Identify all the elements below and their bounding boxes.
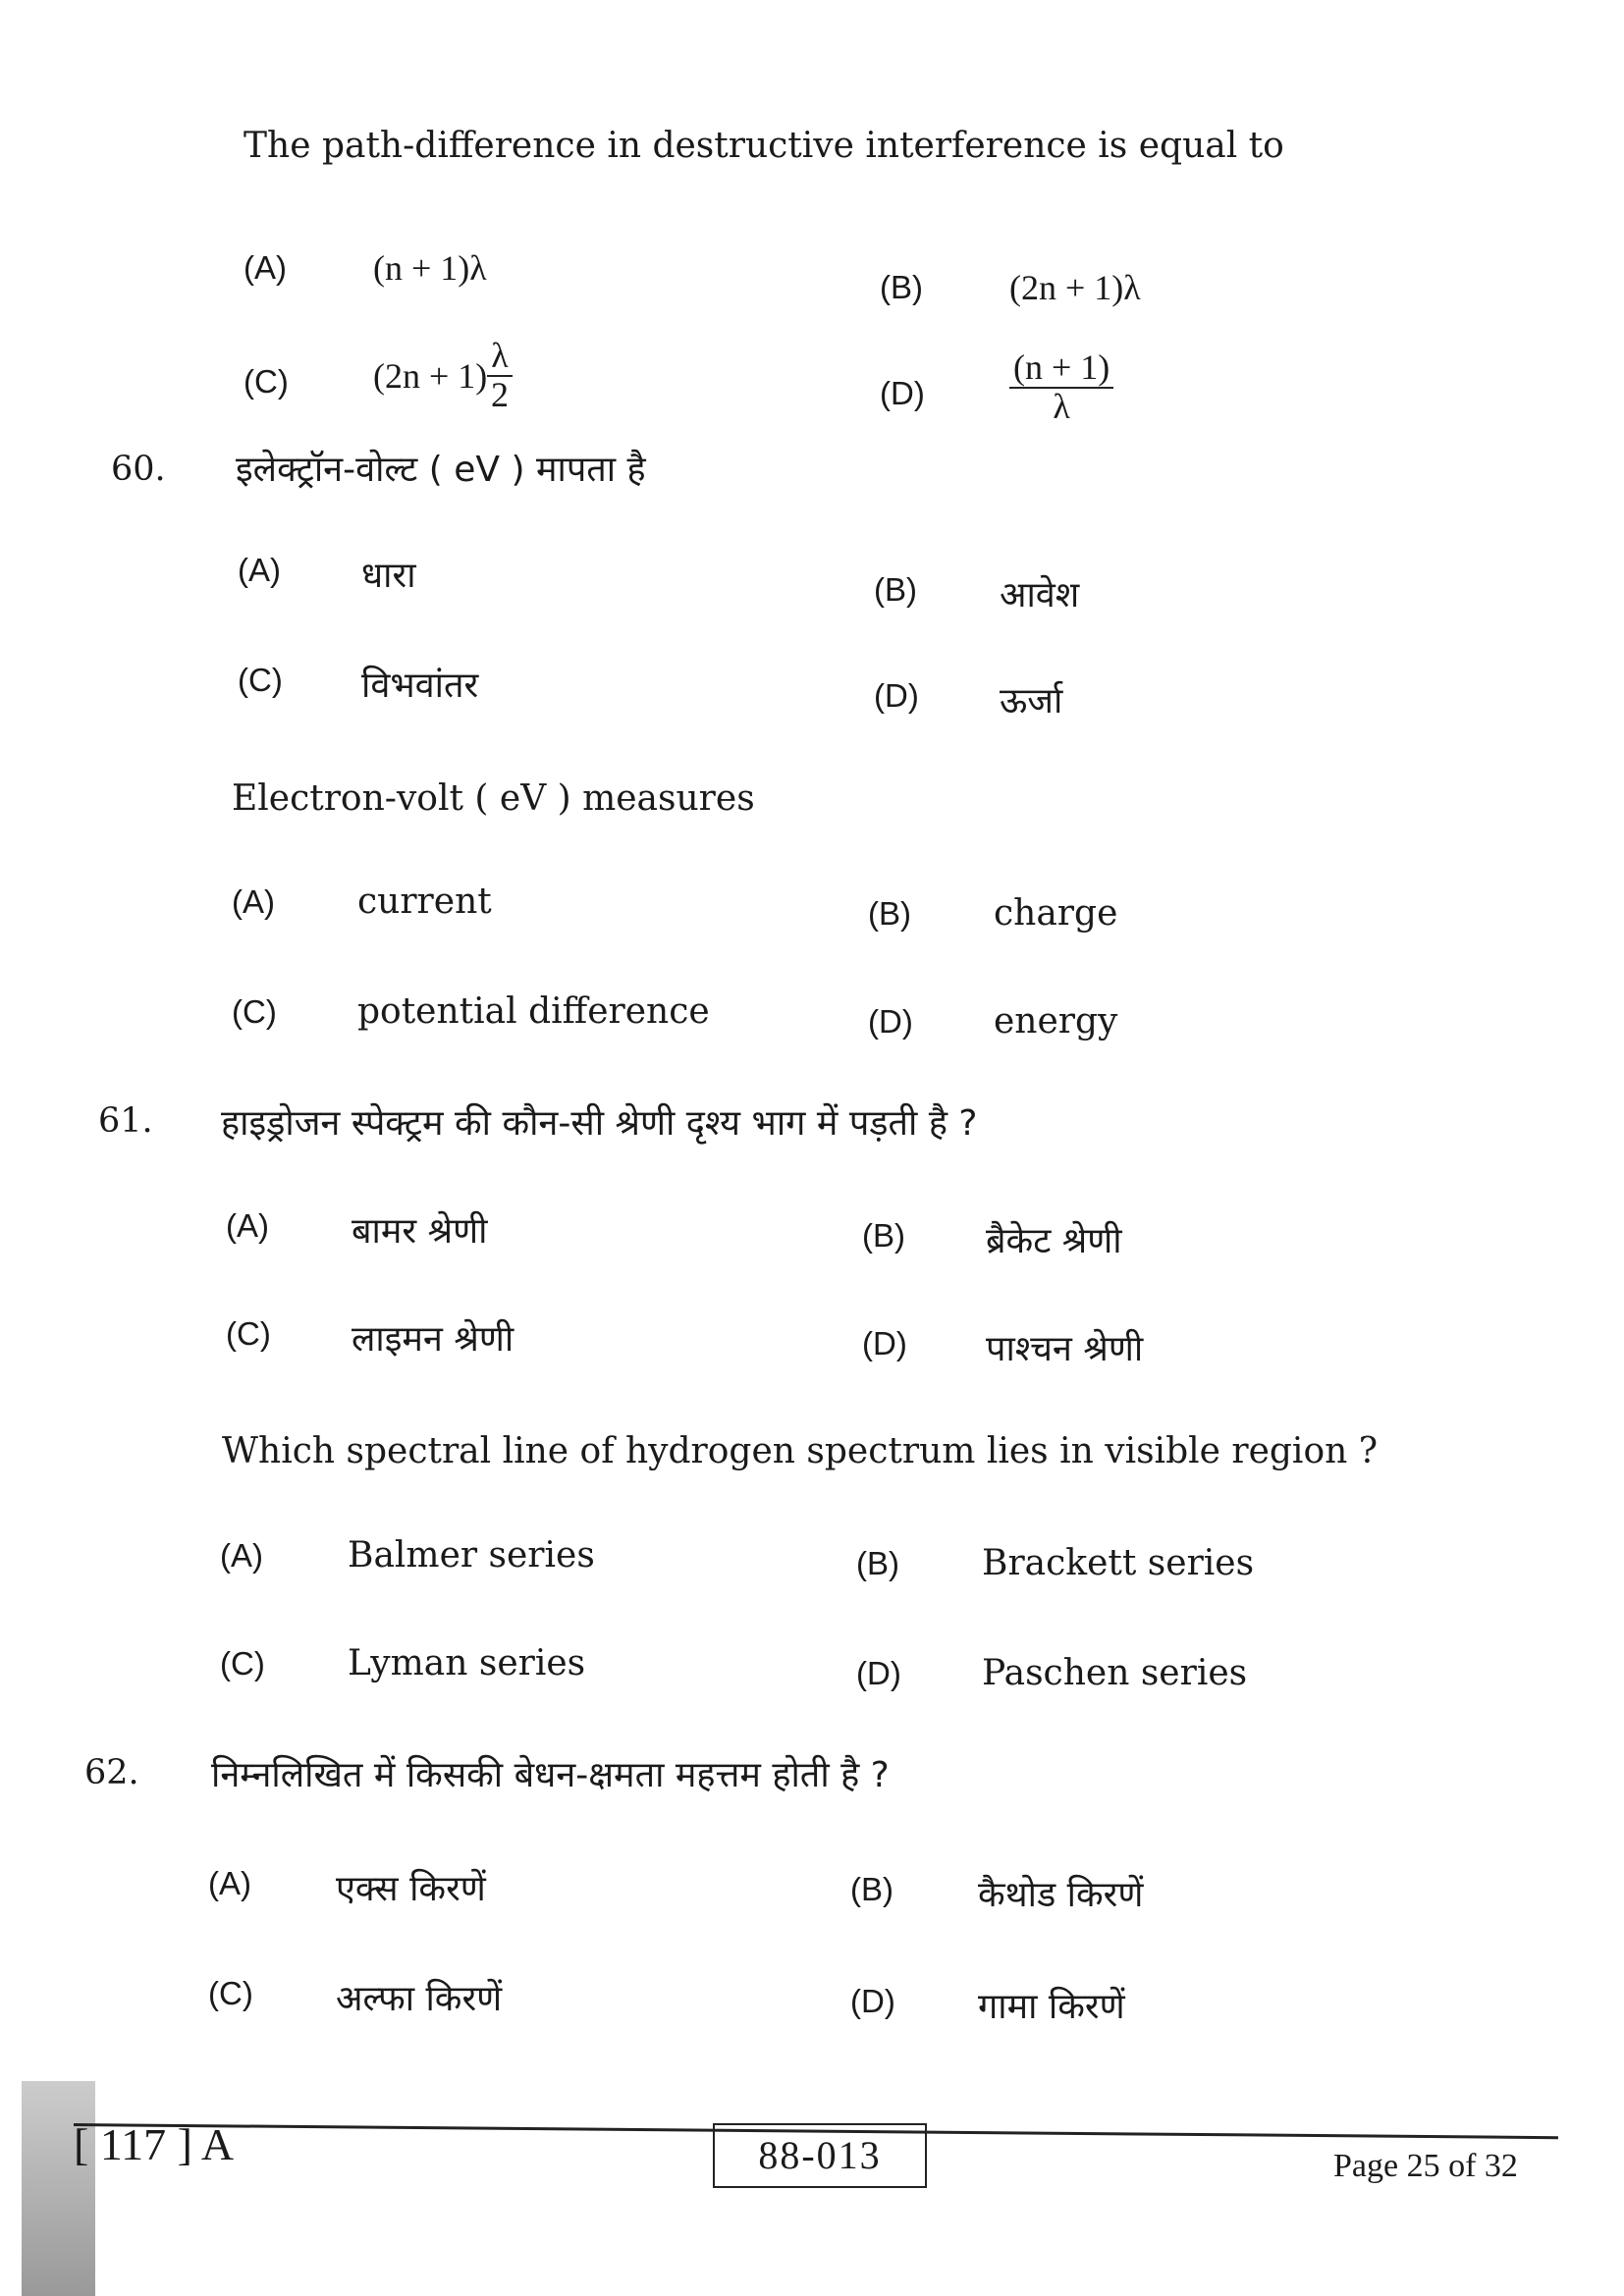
fraction-denominator: 2 <box>491 374 510 414</box>
option-text[interactable]: कैथोड किरणें <box>978 1875 1144 1915</box>
fraction-numerator: (n + 1) <box>1009 349 1113 389</box>
option-text[interactable]: लाइमन श्रेणी <box>352 1319 514 1360</box>
fraction-numerator: λ <box>487 338 512 377</box>
question-number: 62. <box>84 1753 139 1792</box>
option-label[interactable]: (D) <box>868 1003 913 1040</box>
question-stem-hindi: हाइड्रोजन स्पेक्ट्रम की कौन-सी श्रेणी दृश्य भाग में पड़ती है ? <box>221 1103 978 1144</box>
option-label[interactable]: (A) <box>208 1865 251 1901</box>
option-label[interactable]: (B) <box>880 269 923 305</box>
option-text[interactable]: potential difference <box>357 991 710 1032</box>
option-label[interactable]: (D) <box>862 1325 907 1362</box>
option-label[interactable]: (C) <box>232 993 277 1030</box>
paper-code: 88-013 <box>713 2123 927 2188</box>
option-text[interactable]: गामा किरणें <box>978 1987 1125 2027</box>
option-label[interactable]: (A) <box>244 249 287 286</box>
question-number: 60. <box>111 450 166 489</box>
option-label[interactable]: (D) <box>856 1655 901 1691</box>
option-label[interactable]: (D) <box>874 677 919 714</box>
fraction <box>487 338 512 414</box>
option-text[interactable]: current <box>357 881 492 922</box>
option-text[interactable]: Paschen series <box>982 1653 1248 1693</box>
option-text[interactable]: ऊर्जा <box>1000 681 1063 721</box>
option-text[interactable]: Lyman series <box>348 1643 586 1683</box>
option-label[interactable]: (A) <box>232 883 275 920</box>
question-stem-hindi: निम्नलिखित में किसकी बेधन-क्षमता महत्तम होती है ? <box>211 1755 890 1795</box>
option-text[interactable]: Brackett series <box>982 1543 1255 1583</box>
page-number: Page 25 of 32 <box>1333 2148 1518 2184</box>
option-fraction[interactable] <box>1009 349 1113 426</box>
option-label[interactable]: (B) <box>862 1217 905 1254</box>
option-label[interactable]: (C) <box>226 1315 271 1352</box>
question-stem-hindi: इलेक्ट्रॉन-वोल्ट ( eV ) मापता है <box>236 450 646 490</box>
option-text[interactable]: अल्फा किरणें <box>336 1979 503 2019</box>
option-text[interactable]: (n + 1)λ <box>373 248 487 288</box>
option-label[interactable]: (C) <box>220 1645 265 1682</box>
option-label[interactable]: (B) <box>856 1545 899 1581</box>
option-text[interactable]: Balmer series <box>348 1535 595 1575</box>
fraction-denominator: λ <box>1053 386 1070 426</box>
option-label[interactable]: (A) <box>226 1207 269 1244</box>
option-label[interactable]: (C) <box>238 662 283 698</box>
question-stem-english: The path-difference in destructive interference is equal to <box>244 126 1284 166</box>
option-text[interactable]: धारा <box>361 556 416 596</box>
option-label[interactable]: (A) <box>238 552 281 588</box>
option-label[interactable]: (D) <box>850 1983 895 2019</box>
option-label[interactable]: (C) <box>244 363 289 400</box>
option-text[interactable]: charge <box>994 893 1118 934</box>
option-text[interactable]: पाश्चन श्रेणी <box>986 1329 1144 1369</box>
question-stem-english: Which spectral line of hydrogen spectrum lies in visible region ? <box>222 1431 1379 1471</box>
option-text[interactable]: विभवांतर <box>361 666 479 706</box>
option-text[interactable]: (2n + 1)λ <box>1009 268 1141 307</box>
option-label[interactable]: (D) <box>880 375 925 411</box>
option-label[interactable]: (B) <box>850 1871 893 1907</box>
question-number: 61. <box>98 1101 153 1141</box>
option-text[interactable]: एक्स किरणें <box>336 1869 486 1909</box>
fraction <box>1009 349 1113 426</box>
option-fraction[interactable] <box>373 338 513 414</box>
option-text[interactable]: आवेश <box>1000 575 1080 615</box>
option-text[interactable]: ब्रैकेट श्रेणी <box>986 1221 1122 1261</box>
option-label[interactable]: (A) <box>220 1537 263 1574</box>
option-label[interactable]: (C) <box>208 1975 253 2011</box>
option-text[interactable]: energy <box>994 1001 1118 1041</box>
option-label[interactable]: (B) <box>868 895 911 932</box>
fraction-prefix: (2n + 1) <box>373 355 488 396</box>
option-label[interactable]: (B) <box>874 571 917 608</box>
question-stem-english: Electron-volt ( eV ) measures <box>232 778 755 819</box>
option-text[interactable]: बामर श्रेणी <box>352 1211 488 1252</box>
scan-edge-shadow <box>22 2081 95 2296</box>
booklet-number: [ 117 ] A <box>74 2119 235 2169</box>
